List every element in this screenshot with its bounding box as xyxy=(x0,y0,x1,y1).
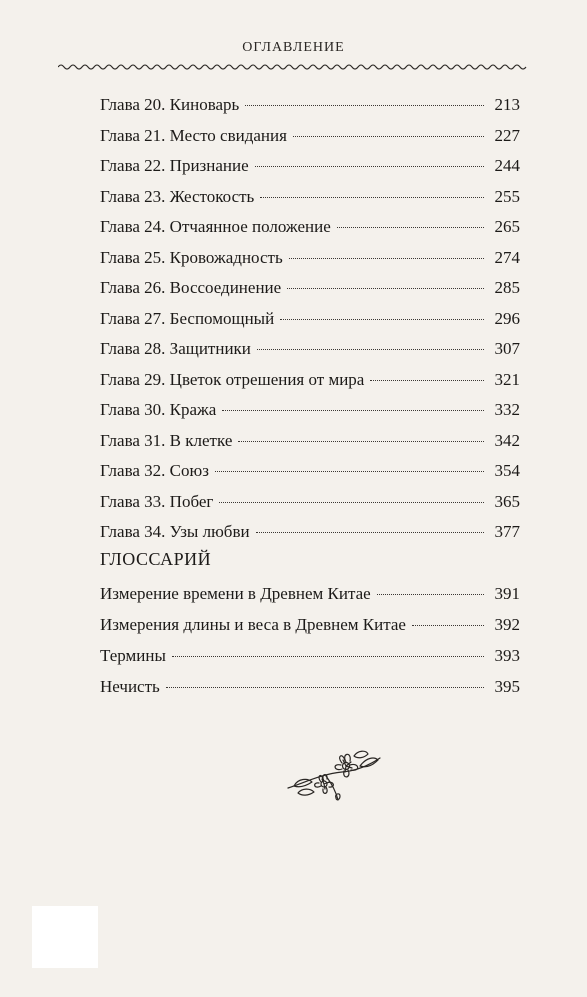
page-number: 365 xyxy=(494,491,520,511)
dot-leader xyxy=(172,656,484,657)
toc-entry[interactable] xyxy=(100,339,520,370)
chapter-title: Глава 20. Киноварь xyxy=(100,95,240,114)
page-number: 285 xyxy=(494,278,520,297)
dot-leader xyxy=(370,380,484,381)
dot-leader xyxy=(245,105,484,106)
chapter-title: Глава 23. Жестокость xyxy=(100,186,255,206)
dot-leader xyxy=(238,441,484,442)
toc-entry[interactable] xyxy=(100,400,520,431)
toc-entry[interactable] xyxy=(100,492,520,523)
toc-entry[interactable] xyxy=(100,217,520,248)
page-number: 274 xyxy=(494,247,520,267)
toc-entry[interactable] xyxy=(100,156,520,187)
chapter-title: Глава 21. Место свидания xyxy=(100,125,287,145)
page-number: 307 xyxy=(494,339,520,358)
chapter-title: Глава 32. Союз xyxy=(100,461,209,480)
page-number: 332 xyxy=(494,400,520,419)
dot-leader xyxy=(412,625,484,626)
glossary-title: Термины xyxy=(100,646,166,665)
dot-leader xyxy=(287,288,484,289)
dot-leader xyxy=(222,410,484,411)
toc-entry[interactable] xyxy=(100,278,520,309)
page-number: 354 xyxy=(494,461,520,480)
wavy-divider xyxy=(58,62,530,72)
running-title: ОГЛАВЛЕНИЕ xyxy=(242,40,345,55)
chapter-title: Глава 29. Цветок отрешения от мира xyxy=(100,369,365,389)
page-number: 321 xyxy=(494,369,520,389)
dot-leader xyxy=(337,227,484,228)
toc-entry[interactable] xyxy=(100,187,520,218)
plum-blossom-icon xyxy=(286,738,382,808)
page-number: 296 xyxy=(494,308,520,328)
glossary-entry[interactable] xyxy=(100,615,520,646)
toc-entry[interactable] xyxy=(100,431,520,462)
scan-artifact xyxy=(32,906,98,968)
page-number: 391 xyxy=(494,584,520,603)
glossary-entry[interactable] xyxy=(100,646,520,677)
page-number: 227 xyxy=(494,125,520,145)
page-number: 377 xyxy=(494,522,520,541)
glossary-title: Измерения длины и веса в Древнем Китае xyxy=(100,615,406,634)
page-number: 265 xyxy=(494,217,520,236)
dot-leader xyxy=(219,502,484,503)
page-number: 395 xyxy=(494,677,520,696)
toc-entry[interactable] xyxy=(100,126,520,157)
glossary-heading: ГЛОССАРИЙ xyxy=(100,549,212,569)
chapter-title: Глава 34. Узы любви xyxy=(100,522,250,541)
glossary-title: Измерение времени в Древнем Китае xyxy=(100,584,371,603)
dot-leader xyxy=(255,166,484,167)
toc-entry[interactable] xyxy=(100,370,520,401)
dot-leader xyxy=(280,319,484,320)
chapter-title: Глава 30. Кража xyxy=(100,400,217,419)
dot-leader xyxy=(256,532,484,533)
page-number: 255 xyxy=(494,186,520,206)
page-number: 393 xyxy=(494,646,520,665)
dot-leader xyxy=(293,136,484,137)
chapter-title: Глава 33. Побег xyxy=(100,491,214,511)
glossary-entry[interactable] xyxy=(100,584,520,615)
page-number: 244 xyxy=(494,156,520,175)
toc-entry[interactable] xyxy=(100,309,520,340)
chapter-title: Глава 28. Защитники xyxy=(100,339,251,358)
glossary-list xyxy=(100,584,520,708)
chapter-list xyxy=(100,95,520,553)
dot-leader xyxy=(166,687,484,688)
page-number: 213 xyxy=(494,95,520,114)
chapter-title: Глава 27. Беспомощный xyxy=(100,308,275,328)
glossary-entry[interactable] xyxy=(100,677,520,708)
page-number: 342 xyxy=(494,430,520,450)
chapter-title: Глава 25. Кровожадность xyxy=(100,247,283,267)
toc-entry[interactable] xyxy=(100,522,520,553)
toc-entry[interactable] xyxy=(100,248,520,279)
dot-leader xyxy=(377,594,484,595)
chapter-title: Глава 22. Признание xyxy=(100,156,249,175)
chapter-title: Глава 24. Отчаянное положение xyxy=(100,217,331,236)
toc-entry[interactable] xyxy=(100,461,520,492)
chapter-title: Глава 31. В клетке xyxy=(100,430,233,450)
dot-leader xyxy=(260,197,484,198)
page-number: 392 xyxy=(494,615,520,634)
glossary-title: Нечисть xyxy=(100,677,160,696)
dot-leader xyxy=(289,258,484,259)
dot-leader xyxy=(215,471,484,472)
chapter-title: Глава 26. Воссоединение xyxy=(100,278,282,297)
toc-entry[interactable] xyxy=(100,95,520,126)
dot-leader xyxy=(257,349,484,350)
